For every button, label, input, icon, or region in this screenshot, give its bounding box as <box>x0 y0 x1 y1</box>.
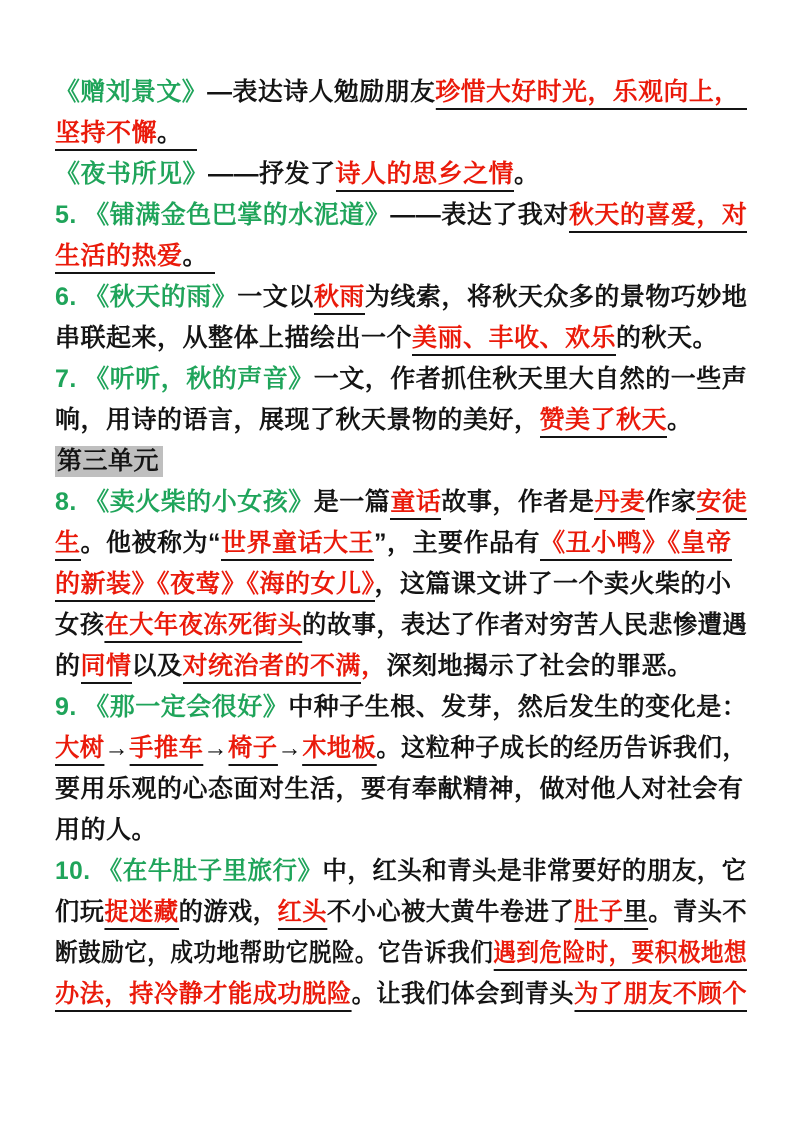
underlined-key-phrase: 秋天的喜爱，对 <box>569 201 748 233</box>
underlined-key-phrase: 赞美了秋天 <box>540 406 668 438</box>
body-text: —表达诗人勉励朋友 <box>207 78 436 106</box>
body-text: ， <box>361 652 387 680</box>
section-header <box>55 441 747 482</box>
body-text: 的故事，表达了作者对穷苦人民悲惨遭遇 <box>302 611 748 639</box>
text-line <box>55 851 747 892</box>
document-content <box>55 72 747 1015</box>
text-line <box>55 769 747 810</box>
body-text: 深刻地揭示了社会的罪恶。 <box>386 652 693 680</box>
body-text: 的 <box>55 652 81 680</box>
underlined-key-phrase: 手推车 <box>129 734 203 766</box>
body-text: 用的人。 <box>55 816 158 844</box>
body-text: 故事，作者是 <box>441 488 595 516</box>
body-text: 断鼓励它，成功地帮助它脱险。它告诉我们 <box>55 939 494 967</box>
lesson-title-text: 7. 《听听，秋的声音》 <box>55 365 314 393</box>
text-line <box>55 195 747 236</box>
text-line <box>55 154 747 195</box>
body-text: → <box>203 734 229 762</box>
body-text: 女孩 <box>55 611 105 639</box>
text-line <box>55 810 747 851</box>
underlined-key-phrase: 遇到危险时，要积极地想 <box>493 939 747 971</box>
text-line <box>55 933 748 974</box>
underlined-key-phrase: 红头 <box>277 898 326 930</box>
lesson-title-text: 10. 《在牛肚子里旅行》 <box>55 857 323 885</box>
body-text: 作家 <box>645 488 697 516</box>
underlined-key-phrase: 同情 <box>81 652 132 684</box>
text-line <box>55 687 747 728</box>
underlined-key-phrase: 丹麦 <box>594 488 645 520</box>
body-text: 一文以 <box>237 283 314 311</box>
body-text: 响，用诗的语言，展现了秋天景物的美好， <box>55 406 540 434</box>
body-text: 以及 <box>131 652 183 680</box>
underlined-key-phrase: 生 <box>55 529 81 561</box>
section-header-text: 第三单元 <box>55 446 163 477</box>
body-text: 。他被称为“ <box>80 529 222 557</box>
underlined-key-phrase: 里 <box>624 898 649 930</box>
body-text: ——抒发了 <box>208 160 336 188</box>
body-text: 。 <box>667 406 693 434</box>
underlined-key-phrase: 坚持不懈 <box>55 119 157 151</box>
underlined-key-phrase: 珍惜大好时光，乐观向上， <box>435 78 747 110</box>
text-line <box>55 113 747 154</box>
body-text: 不小心被大黄牛卷进了 <box>326 898 575 926</box>
underlined-key-phrase: 世界童话大王 <box>221 529 374 561</box>
lesson-title-text: 8. 《卖火柴的小女孩》 <box>55 488 314 516</box>
underlined-key-phrase: 捉迷藏 <box>104 898 178 930</box>
text-line <box>55 482 747 523</box>
body-text: → <box>277 734 303 762</box>
underlined-key-phrase: 木地板 <box>302 734 376 766</box>
lesson-title-text: 6. 《秋天的雨》 <box>55 283 238 311</box>
body-text: ——表达了我对 <box>390 201 569 229</box>
body-text: ”，主要作品有 <box>374 529 541 557</box>
body-text: 。 <box>514 160 540 188</box>
body-text: 中种子生根、发芽，然后发生的变化是： <box>288 693 748 721</box>
underlined-key-phrase: 秋雨 <box>314 283 365 315</box>
underlined-key-phrase: 椅子 <box>228 734 277 766</box>
underlined-key-phrase: 美丽、丰收、欢乐 <box>412 324 616 356</box>
underlined-key-phrase: 。 <box>157 119 197 151</box>
underlined-key-phrase: 诗人的思乡之情 <box>336 160 515 192</box>
text-line <box>55 974 748 1015</box>
underlined-key-phrase: 在大年夜冻死街头 <box>104 611 302 643</box>
body-text: 。这粒种子成长的经历告诉我们， <box>376 734 748 762</box>
underlined-key-phrase: 安徒 <box>696 488 747 520</box>
body-text: 为线索，将秋天众多的景物巧妙地 <box>364 283 748 311</box>
underlined-key-phrase: 大树 <box>55 734 104 766</box>
underlined-key-phrase: 生活的热爱 <box>55 242 183 274</box>
underlined-key-phrase: 。 <box>183 242 216 274</box>
text-line <box>55 523 747 564</box>
body-text: 要用乐观的心态面对生活，要有奉献精神，做对他人对社会有 <box>55 775 744 803</box>
body-text: 们玩 <box>55 898 105 926</box>
text-line <box>55 277 747 318</box>
text-line <box>55 400 747 441</box>
text-line <box>55 564 747 605</box>
lesson-title-text: 5. 《铺满金色巴掌的水泥道》 <box>55 201 391 229</box>
body-text: 。青头不 <box>648 898 748 926</box>
body-text: → <box>104 734 130 762</box>
body-text: 一文，作者抓住秋天里大自然的一些声 <box>313 365 748 393</box>
lesson-title-text: 《赠刘景文》 <box>55 78 208 106</box>
underlined-key-phrase: 的新装》《夜莺》《海的女儿》 <box>55 570 375 602</box>
text-line <box>55 728 748 769</box>
lesson-title-text: 《夜书所见》 <box>55 160 209 188</box>
underlined-key-phrase: 肚子 <box>574 898 623 930</box>
underlined-key-phrase: 对统治者的不满 <box>183 652 362 684</box>
text-line <box>55 359 747 400</box>
underlined-key-phrase: 《丑小鸭》《皇帝 <box>540 529 732 561</box>
text-line <box>55 318 747 359</box>
underlined-key-phrase: 为了朋友不顾个 <box>574 980 747 1012</box>
underlined-key-phrase: 童话 <box>390 488 441 520</box>
underlined-key-phrase: 办法，持冷静才能成功脱险 <box>55 980 352 1012</box>
body-text: 中，红头和青头是非常要好的朋友，它 <box>322 857 747 885</box>
text-line <box>55 605 748 646</box>
body-text: 串联起来，从整体上描绘出一个 <box>55 324 413 352</box>
text-line <box>55 892 748 933</box>
body-text: 。让我们体会到青头 <box>351 980 575 1008</box>
body-text: ，这篇课文讲了一个卖火柴的小 <box>374 570 732 598</box>
text-line <box>55 236 747 277</box>
body-text: 的游戏， <box>178 898 278 926</box>
body-text: 是一篇 <box>313 488 391 516</box>
body-text: 的秋天。 <box>616 324 719 352</box>
text-line <box>55 72 747 113</box>
lesson-title-text: 9. 《那一定会很好》 <box>55 693 289 721</box>
text-line <box>55 646 747 687</box>
